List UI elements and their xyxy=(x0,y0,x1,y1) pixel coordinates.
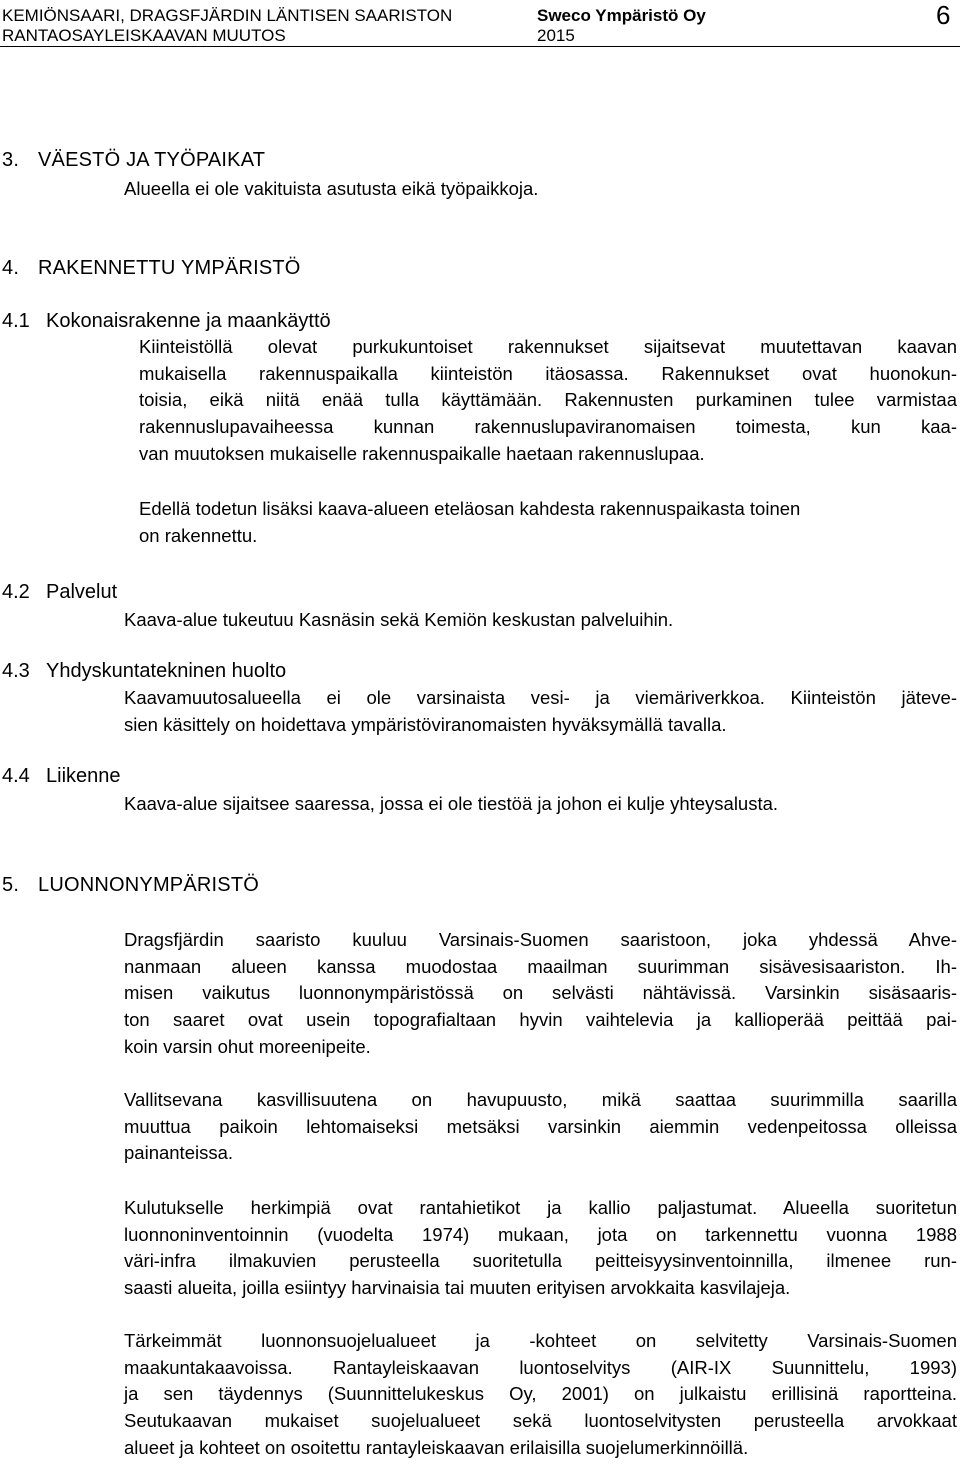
section-4-1-paragraph-2 xyxy=(139,496,957,549)
paragraph-line: toisia, eikä niitä enää tulla käyttämään. Rakennusten purkaminen tulee varmistaa xyxy=(139,389,957,411)
paragraph-line: van muutoksen mukaiselle rakennuspaikalle haetaan rakennuslupaa. xyxy=(139,442,705,464)
paragraph-line: väri-infra ilmakuvien perusteella suoritetulla peitteisyysinventoinnilla, ilmenee run- xyxy=(124,1250,957,1272)
paragraph-line: koin varsin ohut moreenipeite. xyxy=(124,1035,371,1057)
section-4-heading xyxy=(2,256,301,280)
paragraph-line: mukaisella rakennuspaikalla kiinteistön itäosassa. Rakennukset ovat huonokun- xyxy=(139,362,957,384)
page-number: 6 xyxy=(936,0,951,30)
section-4-1-number: 4.1 xyxy=(2,310,30,332)
paragraph-line: ton saaret ovat usein topografialtaan hyvin vaihtelevia ja kallioperää peittää pai- xyxy=(124,1009,957,1031)
section-3-number: 3. xyxy=(2,149,20,171)
header-company: Sweco Ympäristö Oy xyxy=(537,6,706,25)
paragraph-line: rakennuslupavaiheessa kunnan rakennuslupaviranomaisen toimesta, kun kaa- xyxy=(139,416,957,438)
section-4-2-text: Kaava-alue tukeutuu Kasnäsin sekä Kemiön keskustan palveluihin. xyxy=(124,609,674,630)
paragraph-line: Tärkeimmät luonnonsuojelualueet ja -kohteet on selvitetty Varsinais-Suomen xyxy=(124,1330,957,1351)
section-4-4-text: Kaava-alue sijaitsee saaressa, jossa ei ole tiestöä ja johon ei kulje yhteysalusta. xyxy=(124,793,779,814)
paragraph-line: on rakennettu. xyxy=(139,524,258,546)
paragraph-line: Kaavamuutosalueella ei ole varsinaista vesi- ja viemäriverkkoa. Kiinteistön jäteve- xyxy=(124,687,957,708)
section-4-4-number: 4.4 xyxy=(2,765,30,787)
section-5-paragraph-2 xyxy=(124,1087,957,1167)
section-4-3-text xyxy=(124,685,957,738)
section-4-number: 4. xyxy=(2,257,20,279)
paragraph-line: Dragsfjärdin saaristo kuuluu Varsinais-Suomen saaristoon, joka yhdessä Ahve- xyxy=(124,929,957,950)
section-4-2-heading xyxy=(2,580,117,604)
document-header-title xyxy=(2,6,452,46)
document-header-company xyxy=(537,6,706,46)
section-4-1-title: Kokonaisrakenne ja maankäyttö xyxy=(46,310,331,332)
paragraph-line: Kiinteistöllä olevat purkukuntoiset rakennukset sijaitsevat muutettavan kaavan xyxy=(139,336,957,357)
paragraph-line: Edellä todetun lisäksi kaava-alueen eteläosan kahdesta rakennuspaikasta toinen xyxy=(139,498,801,519)
section-4-2-number: 4.2 xyxy=(2,581,30,603)
section-5-heading xyxy=(2,873,259,897)
paragraph-line: nanmaan alueen kanssa muodostaa maailman suurimman sisävesisaariston. Ih- xyxy=(124,955,957,977)
section-4-4-title: Liikenne xyxy=(46,765,121,787)
paragraph-line: luonnoninventoinnin (vuodelta 1974) mukaan, jota on tarkennettu vuonna 1988 xyxy=(124,1223,957,1245)
paragraph-line: maakuntakaavoissa. Rantayleiskaavan luontoselvitys (AIR-IX Suunnittelu, 1993) xyxy=(124,1356,957,1378)
section-5-paragraph-4 xyxy=(124,1328,957,1462)
paragraph-line: ja sen täydennys (Suunnittelukeskus Oy, 2001) on julkaistu erillisinä raportteina. xyxy=(124,1383,957,1405)
paragraph-line: misen vaikutus luonnonympäristössä on selvästi nähtävissä. Varsinkin sisäsaaris- xyxy=(124,982,957,1004)
section-4-4-heading xyxy=(2,764,121,788)
header-divider xyxy=(0,46,960,47)
section-5-number: 5. xyxy=(2,874,20,896)
section-4-3-heading xyxy=(2,659,286,683)
paragraph-line: Vallitsevana kasvillisuutena on havupuusto, mikä saattaa suurimmilla saarilla xyxy=(124,1089,957,1110)
paragraph-line: Kulutukselle herkimpiä ovat rantahietikot ja kallio paljastumat. Alueella suoritetun xyxy=(124,1197,957,1218)
paragraph-line: Seutukaavan mukaiset suojelualueet sekä luontoselvitysten perusteella arvokkaat xyxy=(124,1410,957,1432)
header-year: 2015 xyxy=(537,26,575,45)
paragraph-line: sien käsittely on hoidettava ympäristöviranomaisten hyväksymällä tavalla. xyxy=(124,713,727,735)
section-3-heading xyxy=(2,148,265,172)
section-4-2-title: Palvelut xyxy=(46,581,118,603)
header-title-line1: KEMIÖNSAARI, DRAGSFJÄRDIN LÄNTISEN SAARISTON xyxy=(2,6,453,25)
section-4-1-paragraph-1 xyxy=(139,334,957,468)
section-5-paragraph-3 xyxy=(124,1195,957,1302)
header-title-line2: RANTAOSAYLEISKAAVAN MUUTOS xyxy=(2,26,286,45)
paragraph-line: painanteissa. xyxy=(124,1142,234,1164)
section-4-title: RAKENNETTU YMPÄRISTÖ xyxy=(38,257,301,279)
section-3-text: Alueella ei ole vakituista asutusta eikä työpaikkoja. xyxy=(124,178,539,199)
section-5-paragraph-1 xyxy=(124,927,957,1061)
section-4-1-heading xyxy=(2,309,331,333)
section-5-title: LUONNONYMPÄRISTÖ xyxy=(38,874,260,896)
paragraph-line: saasti alueita, joilla esiintyy harvinaisia tai muuten erityisen arvokkaita kasvilajeja. xyxy=(124,1277,791,1299)
section-4-3-title: Yhdyskuntatekninen huolto xyxy=(46,660,287,682)
paragraph-line: muuttua paikoin lehtomaiseksi metsäksi varsinkin aiemmin vedenpeitossa olleissa xyxy=(124,1115,957,1137)
paragraph-line: alueet ja kohteet on osoitettu rantayleiskaavan erilaisilla suojelumerkinnöillä. xyxy=(124,1436,749,1458)
section-4-3-number: 4.3 xyxy=(2,660,30,682)
section-3-title: VÄESTÖ JA TYÖPAIKAT xyxy=(38,149,266,171)
